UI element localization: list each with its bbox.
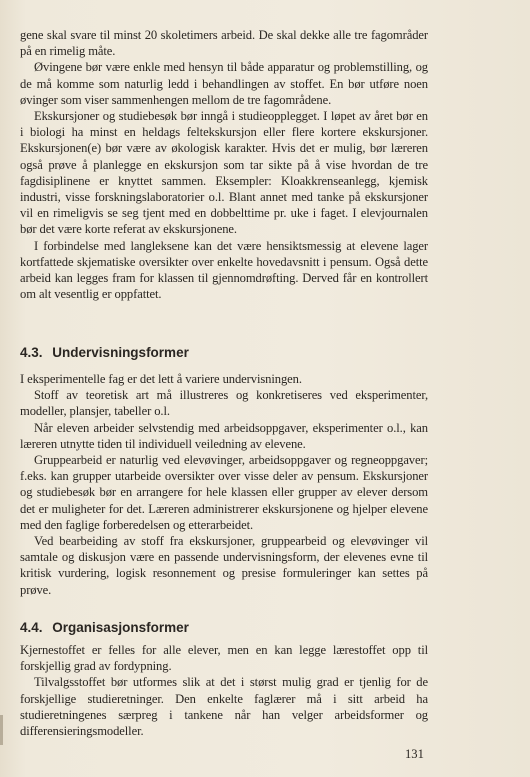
paragraph: Gruppearbeid er naturlig ved elevøvinger, arbeidsoppgaver og regneoppgaver; f.eks. kan grupper utarbeide oversikter over visse deler av pensum. Ekskursjoner og studiebesøk bør en arrangere for hele klassen eller grupper av elever dersom det er muligheter for det. Læreren administrerer ekskursjonene og hjelper elevene med den faglige forberedelsen og etterarbeidet. — [20, 453, 428, 532]
paragraph: gene skal svare til minst 20 skoletimers arbeid. De skal dekke alle tre fagområder på en rimelig måte. — [20, 28, 428, 59]
section-number: 4.3. — [20, 345, 43, 360]
section-title: Organisasjonsformer — [52, 620, 189, 635]
paragraph: Stoff av teoretisk art må illustreres og konkretiseres ved eksperimenter, modeller, plansjer, tabeller o.l. — [20, 388, 428, 419]
section-heading-4-4 — [20, 620, 428, 636]
section-number: 4.4. — [20, 620, 43, 635]
paragraph: I forbindelse med langleksene kan det være hensiktsmessig at elevene lager kortfattede skjematiske oversikter over enkelte hovedavsnitt i pensum. Også dette arbeid kan legges fram for klassen til gjennomdrøfting. Derved får en kontrollert om alt vesentlig er oppfattet. — [20, 238, 428, 302]
paragraph: I eksperimentelle fag er det lett å variere undervisningen. — [20, 372, 302, 386]
page-edge-mark — [0, 715, 3, 745]
section-4-4-body — [20, 642, 428, 739]
section-title: Undervisningsformer — [52, 345, 189, 360]
paragraph: Kjernestoffet er felles for alle elever, men en kan legge lærestoffet opp til forskjellig grad av fordypning. — [20, 643, 428, 674]
section-top — [20, 27, 428, 302]
page-number: 131 — [405, 747, 424, 761]
section-heading-4-3 — [20, 345, 428, 361]
paragraph: Ved bearbeiding av stoff fra ekskursjoner, gruppearbeid og elevøvinger vil samtale og diskusjon være en passende undervisningsform, der elevenes evne til kritisk vurdering, logisk resonnement og presise formuleringer kan settes på prøve. — [20, 534, 428, 597]
paragraph: Øvingene bør være enkle med hensyn til både apparatur og problemstilling, og de må komme som naturlig ledd i behandlingen av stoffet. En bør utføre noen øvinger som viser sammenhengen mellom de tre fagområdene. — [20, 60, 428, 107]
paragraph: Ekskursjoner og studiebesøk bør inngå i studieopplegget. I løpet av året bør en i biologi ha minst en heldags feltekskursjon eller flere kortere ekskursjoner. Ekskursjonen(e) bør være av økologisk karakter. Hvis det er mulig, bør læreren også prøve å planlegge en ekskursjon som tar sikte på å vise hvordan de tre fagdisiplinene er knyttet sammen. Eksempler: Kloakkrenseanlegg, kjemisk industri, visse forskningslaboratorier o.l. Blant annet med tanke på ekskursjoner vil en rimeligvis se seg tjent med en dobbelttime pr. uke i faget. I elevjournalen bør det være korte referat av ekskursjonene. — [20, 109, 428, 237]
paragraph: Når eleven arbeider selvstendig med arbeidsoppgaver, eksperimenter o.l., kan læreren utnytte tiden til individuell veiledning av elevene. — [20, 420, 428, 451]
paragraph: Tilvalgsstoffet bør utformes slik at det i størst mulig grad er tjenlig for de forskjellige studieretninger. Den enkelte faglærer må i sitt arbeid ha studieretningenes særpreg i tankene når han velger arbeidsformer og differensieringsmodeller. — [20, 675, 428, 739]
section-4-3-body — [20, 371, 428, 598]
